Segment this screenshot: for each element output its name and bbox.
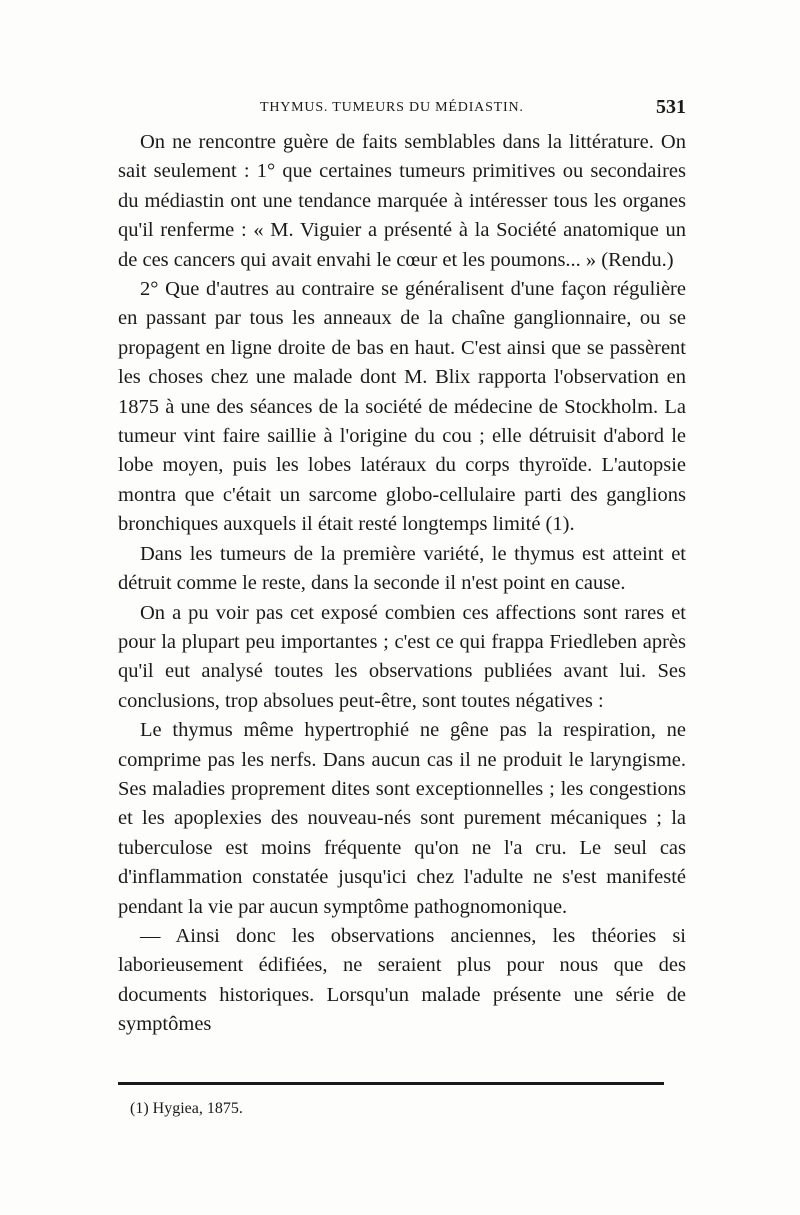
page-number: 531 [656,96,686,118]
footnote-number: (1) [130,1100,149,1117]
footnote [130,1100,243,1118]
page-header [118,96,686,122]
paragraph: On ne rencontre guère de faits semblables dans la littérature. On sait seulement : 1° que certaines tumeurs primitives ou secondaires du médiastin ont une tendance marquée à intéresser tous les organes qu'il renferme : « M. Viguier a présenté à la Société anatomique un de ces cancers qui avait envahi le cœur et les poumons... » (Rendu.) [118,131,686,271]
paragraph: Dans les tumeurs de la première variété, le thymus est atteint et détruit comme le reste, dans la seconde il n'est point en cause. [118,542,686,595]
paragraph: On a pu voir pas cet exposé combien ces affections sont rares et pour la plupart peu importantes ; c'est ce qui frappa Friedleben après qu'il eut analysé toutes les observations publiées avant lui. Ses conclusions, trop absolues peut-être, sont toutes négatives : [118,601,686,712]
paragraph: Le thymus même hypertrophié ne gêne pas la respiration, ne comprime pas les nerfs. Dans aucun cas il ne produit le laryngisme. Ses maladies proprement dites sont exceptionnelles ; les congestions et les apoplexies des nouveau-nés sont purement mécaniques ; la tuberculose est moins fréquente qu'on ne l'a cru. Le seul cas d'inflammation constatée jusqu'ici chez l'adulte ne s'est manifesté pendant la vie par aucun symptôme pathognomonique. [118,719,686,918]
footnote-text: Hygiea, 1875. [152,1100,243,1117]
paragraph: — Ainsi donc les observations anciennes, les théories si laborieusement édifiées, ne seraient plus pour nous que des documents historiques. Lorsqu'un malade présente une série de symptômes [118,924,686,1036]
paragraph: 2° Que d'autres au contraire se généralisent d'une façon régulière en passant par tous les anneaux de la chaîne ganglionnaire, ou se propagent en ligne droite de bas en haut. C'est ainsi que se passèrent les choses chez une malade dont M. Blix rapporta l'observation en 1875 à une des séances de la société de médecine de Stockholm. La tumeur vint faire saillie à l'origine du cou ; elle détruisit d'abord le lobe moyen, puis les lobes latéraux du corps thyroïde. L'autopsie montra que c'était un sarcome globo-cellulaire parti des ganglions bronchiques auxquels il était resté longtemps limité (1). [118,278,686,536]
body-text [118,128,686,1040]
running-title: THYMUS. TUMEURS DU MÉDIASTIN. [260,100,524,115]
footnote-divider [118,1082,664,1085]
